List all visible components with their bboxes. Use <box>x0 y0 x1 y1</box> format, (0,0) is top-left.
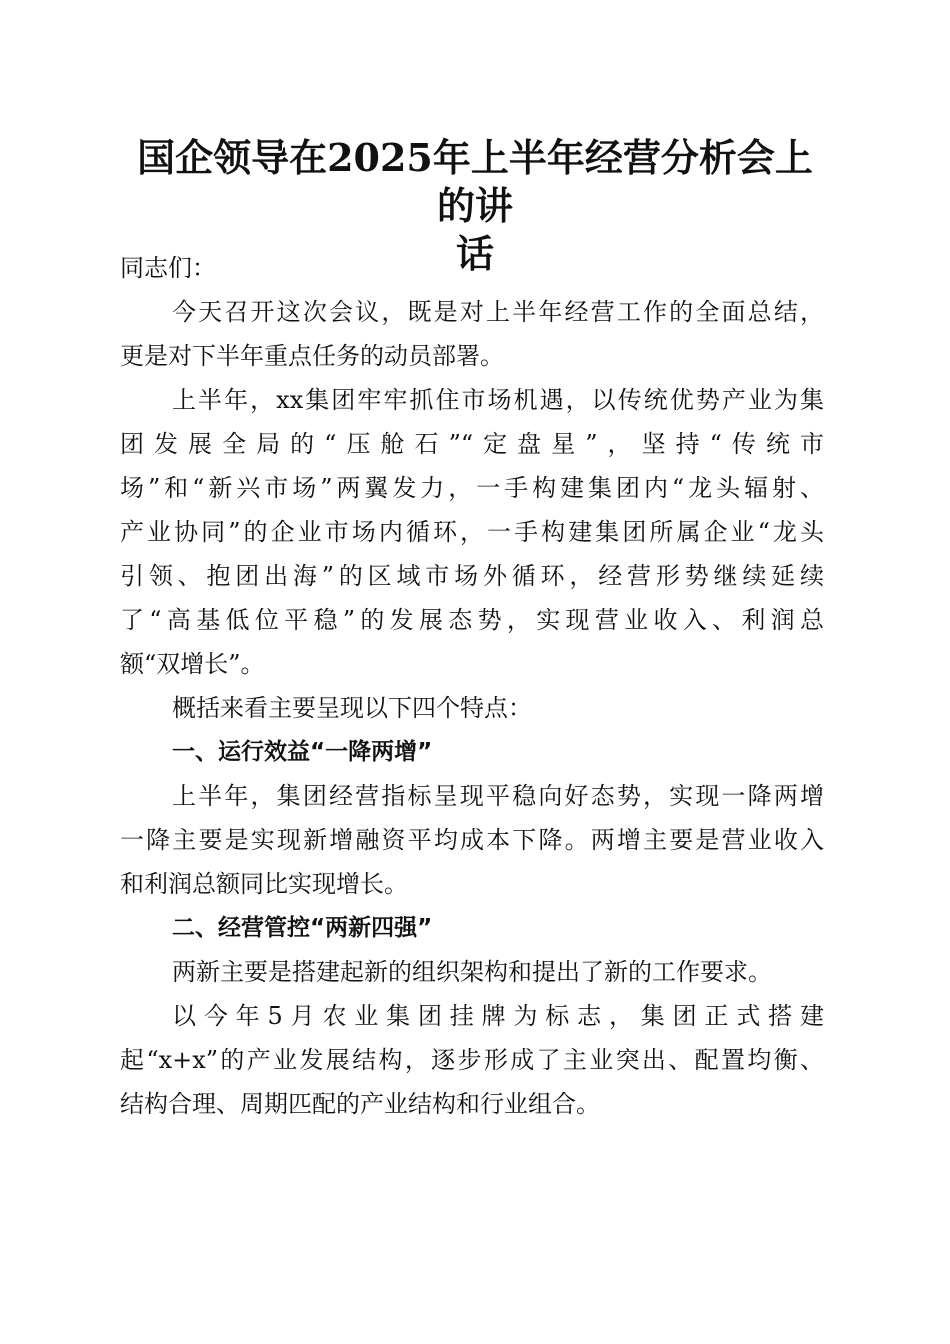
section-heading: 二、经营管控“两新四强” <box>172 915 433 941</box>
document-body <box>120 246 824 1126</box>
paragraph-line: 更是对下半年重点任务的动员部署。 <box>120 342 504 370</box>
salutation: 同志们： <box>120 254 216 282</box>
paragraph-line: 额“双增长”。 <box>120 650 265 678</box>
paragraph-line: 一降主要是实现新增融资平均成本下降。两增主要是营业收入 <box>120 826 824 854</box>
section-heading: 一、运行效益“一降两增” <box>172 739 433 765</box>
paragraph-line: 以今年5月农业集团挂牌为标志，集团正式搭建 <box>172 1002 824 1030</box>
paragraph-line: 场”和“新兴市场”两翼发力，一手构建集团内“龙头辐射、 <box>120 474 824 502</box>
title-line-1: 国企领导在2025年上半年经营分析会上的讲 <box>137 135 813 228</box>
paragraph-line: 团发展全局的“压舱石”“定盘星”，坚持“传统市 <box>120 430 824 458</box>
paragraph-line: 和利润总额同比实现增长。 <box>120 870 408 898</box>
paragraph-line: 产业协同”的企业市场内循环，一手构建集团所属企业“龙头 <box>120 518 824 546</box>
paragraph-line: 今天召开这次会议，既是对上半年经营工作的全面总结， <box>172 298 824 326</box>
paragraph-line: 起“x+x”的产业发展结构，逐步形成了主业突出、配置均衡、 <box>120 1046 824 1074</box>
paragraph-line: 引领、抱团出海”的区域市场外循环，经营形势继续延续 <box>120 562 824 590</box>
paragraph-line: 概括来看主要呈现以下四个特点： <box>172 694 532 722</box>
paragraph-line: 上半年，集团经营指标呈现平稳向好态势，实现一降两增 <box>172 782 824 810</box>
title-line-2: 话 <box>455 231 494 276</box>
paragraph-line: 两新主要是搭建起新的组织架构和提出了新的工作要求。 <box>172 958 772 986</box>
paragraph-line: 上半年，xx集团牢牢抓住市场机遇，以传统优势产业为集 <box>172 386 824 414</box>
paragraph-line: 了“高基低位平稳”的发展态势，实现营业收入、利润总 <box>120 606 824 634</box>
paragraph-line: 结构合理、周期匹配的产业结构和行业组合。 <box>120 1090 600 1118</box>
